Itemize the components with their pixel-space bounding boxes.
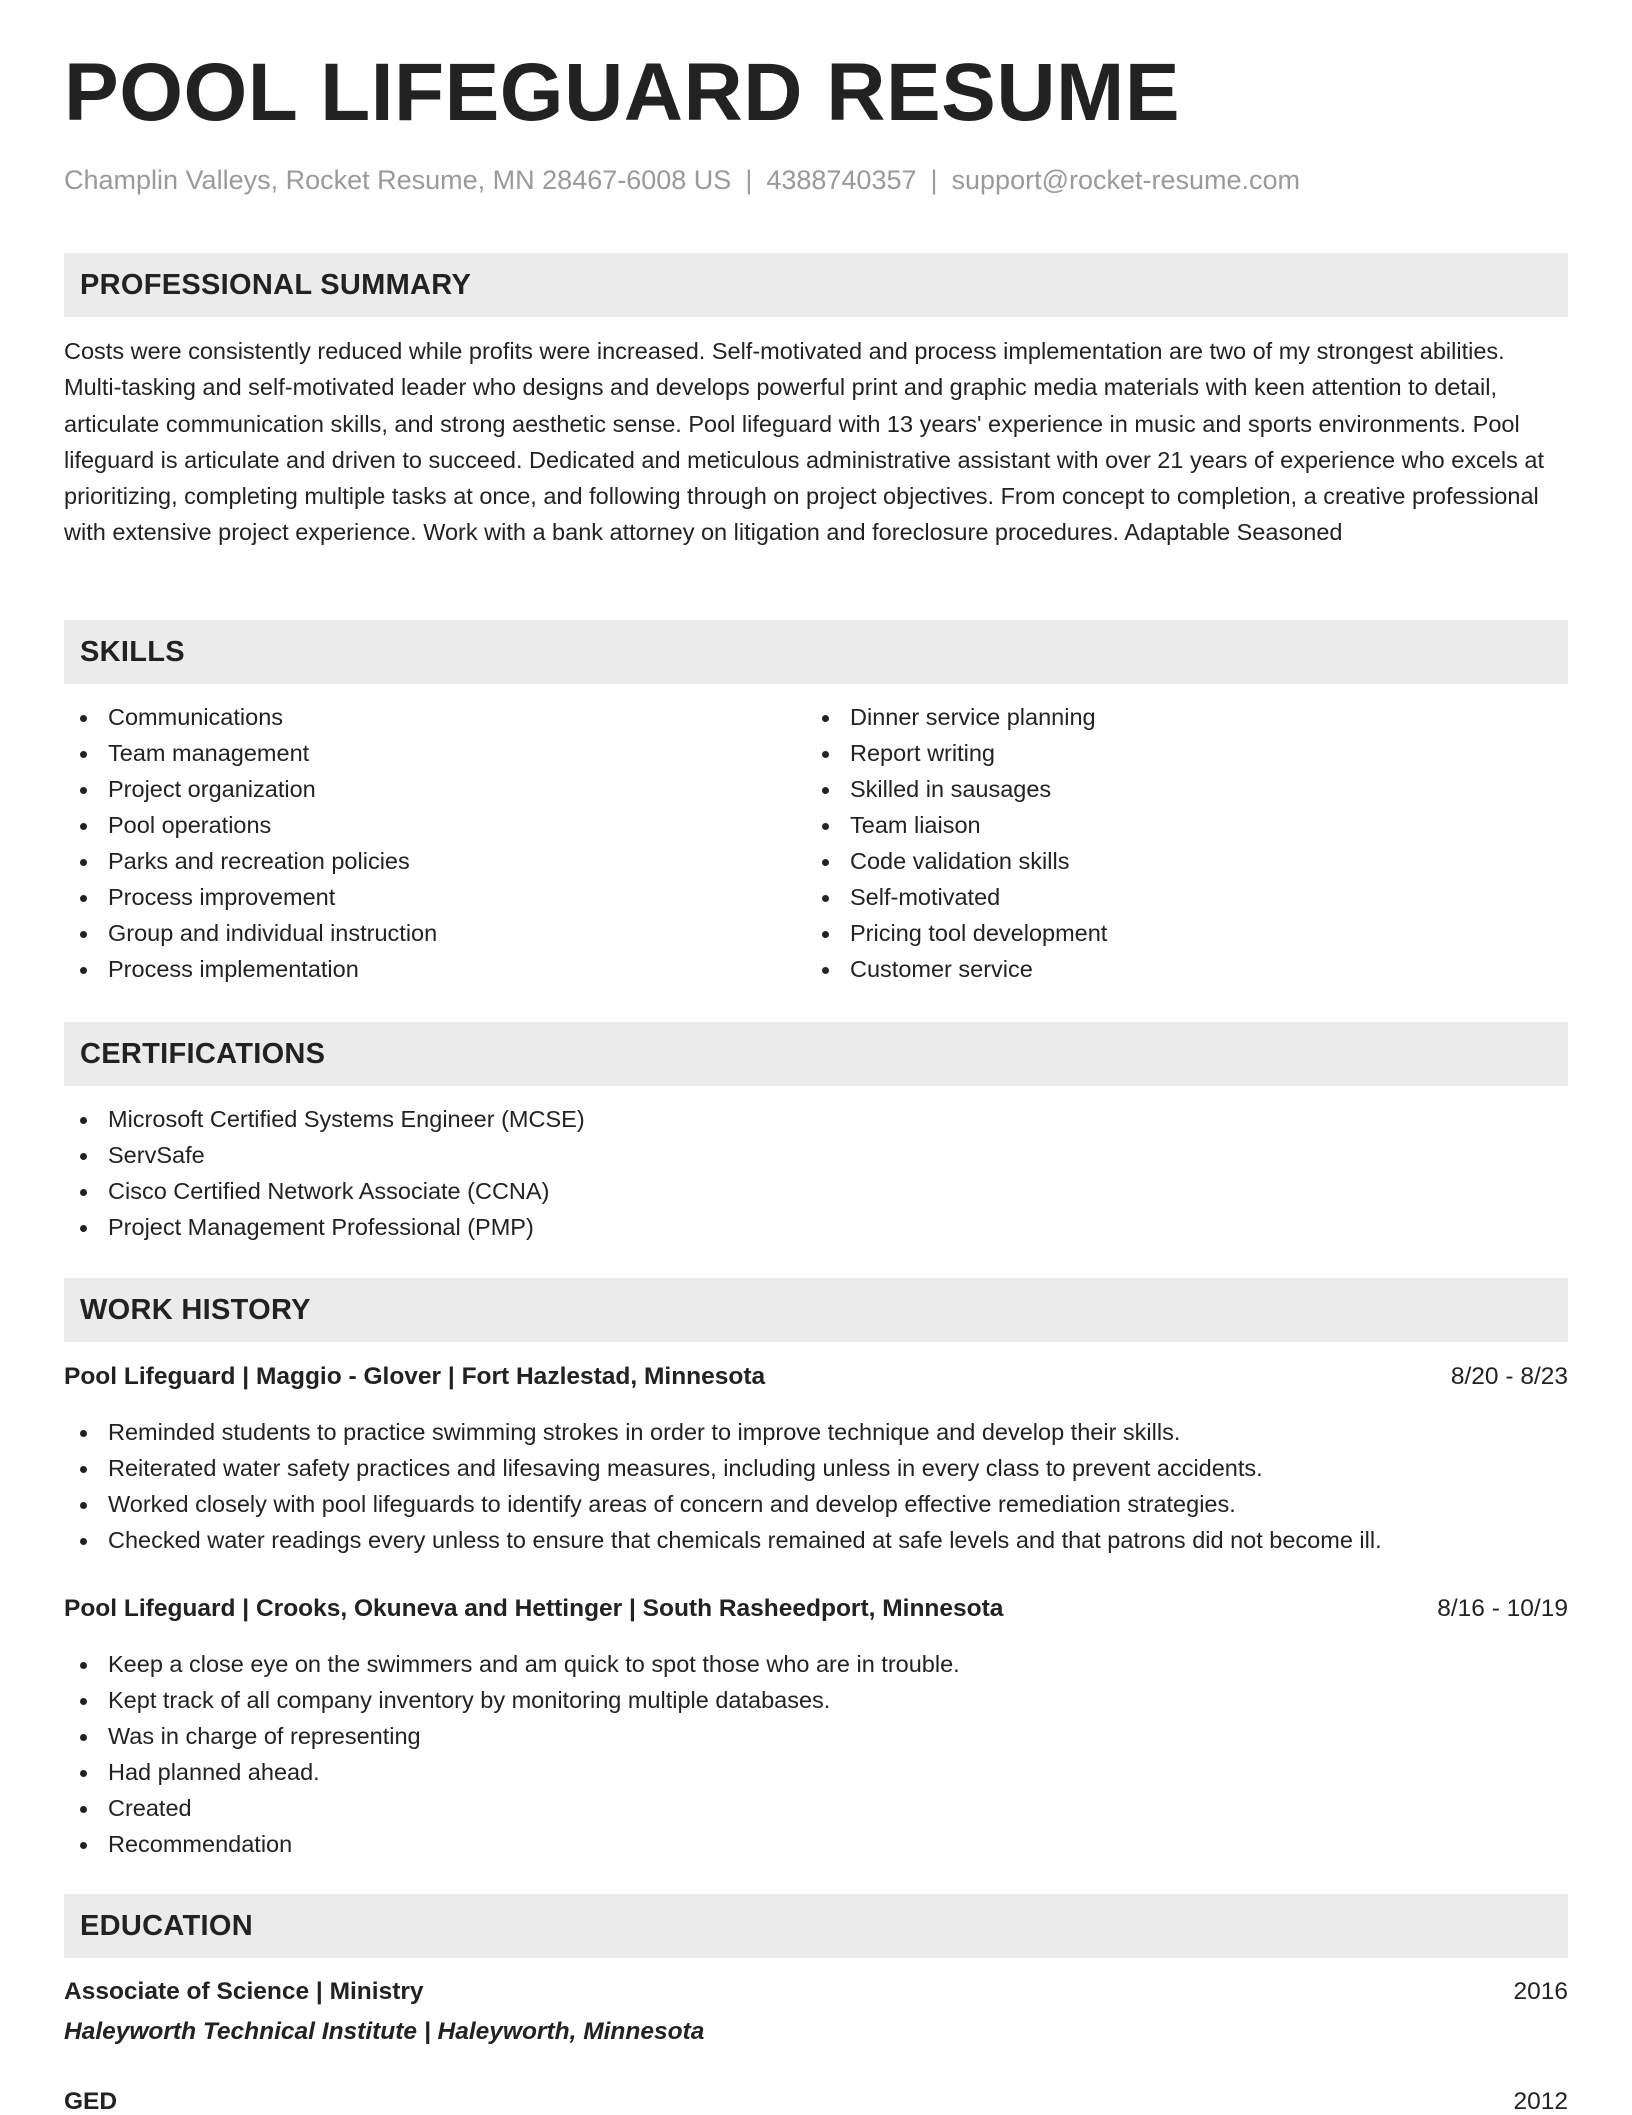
contact-address: Champlin Valleys, Rocket Resume, MN 28467-6008 US — [64, 165, 732, 195]
section-header-certifications: CERTIFICATIONS — [64, 1022, 1568, 1086]
education-year: 2012 — [1513, 2088, 1568, 2115]
certification-item: Cisco Certified Network Associate (CCNA) — [64, 1173, 1568, 1209]
skill-item: Project organization — [64, 771, 804, 807]
skill-item: Pricing tool development — [806, 915, 1546, 951]
job-bullet: Created — [64, 1790, 1568, 1826]
skill-item: Team management — [64, 735, 804, 771]
skill-item: Dinner service planning — [806, 699, 1546, 735]
skill-item: Communications — [64, 699, 804, 735]
skill-item: Process implementation — [64, 951, 804, 987]
education-school: Haleyworth Technical Institute | Haleyworth, Minnesota — [64, 2018, 705, 2045]
section-header-education: EDUCATION — [64, 1894, 1568, 1958]
section-header-summary: PROFESSIONAL SUMMARY — [64, 253, 1568, 317]
skill-item: Group and individual instruction — [64, 915, 804, 951]
education-year: 2016 — [1513, 1978, 1568, 2005]
skills-list-right — [806, 699, 1546, 987]
skill-item: Report writing — [806, 735, 1546, 771]
contact-separator: | — [930, 165, 938, 195]
skill-item: Self-motivated — [806, 879, 1546, 915]
certifications-list — [64, 1101, 1568, 1245]
job-bullet: Kept track of all company inventory by monitoring multiple databases. — [64, 1682, 1568, 1718]
skill-item: Team liaison — [806, 807, 1546, 843]
skills-list-left — [64, 699, 804, 987]
contact-separator: | — [745, 165, 753, 195]
section-header-work-history: WORK HISTORY — [64, 1278, 1568, 1342]
job-bullet: Keep a close eye on the swimmers and am quick to spot those who are in trouble. — [64, 1646, 1568, 1682]
certification-item: Project Management Professional (PMP) — [64, 1209, 1568, 1245]
skill-item: Parks and recreation policies — [64, 843, 804, 879]
skill-item: Code validation skills — [806, 843, 1546, 879]
contact-line — [64, 167, 1300, 194]
education-degree: GED — [64, 2088, 118, 2115]
job-bullet: Was in charge of representing — [64, 1718, 1568, 1754]
summary-text: Costs were consistently reduced while profits were increased. Self-motivated and process implementation are two of my strongest abilities. Multi-tasking and self-motivated leader who designs and develops powerful print and graphic media materials with keen attention to detail, articulate communication skills, and strong aesthetic sense. Pool lifeguard with 13 years' experience in music and sports environments. Pool lifeguard is articulate and driven to succeed. Dedicated and meticulous administrative assistant with over 21 years of experience who excels at prioritizing, completing multiple tasks at once, and following through on project objectives. From concept to completion, a creative professional with extensive project experience. Work with a bank attorney on litigation and foreclosure procedures. Adaptable Seasoned — [64, 338, 1544, 546]
contact-phone: 4388740357 — [766, 165, 917, 195]
job-bullet: Reminded students to practice swimming strokes in order to improve technique and develop their skills. — [64, 1414, 1568, 1450]
job-bullet: Checked water readings every unless to ensure that chemicals remained at safe levels and that patrons did not become ill. — [64, 1522, 1568, 1558]
job-dates: 8/20 - 8/23 — [1450, 1363, 1568, 1390]
resume-title: POOL LIFEGUARD RESUME — [64, 47, 1181, 138]
certification-item: ServSafe — [64, 1137, 1568, 1173]
job-dates: 8/16 - 10/19 — [1437, 1595, 1568, 1622]
job-bullets — [64, 1414, 1568, 1558]
skill-item: Pool operations — [64, 807, 804, 843]
job-title: Pool Lifeguard | Crooks, Okuneva and Hettinger | South Rasheedport, Minnesota — [64, 1595, 1004, 1622]
job-bullet: Recommendation — [64, 1826, 1568, 1862]
skill-item: Process improvement — [64, 879, 804, 915]
skill-item: Customer service — [806, 951, 1546, 987]
job-title: Pool Lifeguard | Maggio - Glover | Fort Hazlestad, Minnesota — [64, 1363, 766, 1390]
contact-email: support@rocket-resume.com — [951, 165, 1301, 195]
education-degree: Associate of Science | Ministry — [64, 1978, 424, 2005]
job-bullets — [64, 1646, 1568, 1862]
job-bullet: Worked closely with pool lifeguards to identify areas of concern and develop effective remediation strategies. — [64, 1486, 1568, 1522]
skill-item: Skilled in sausages — [806, 771, 1546, 807]
certification-item: Microsoft Certified Systems Engineer (MCSE) — [64, 1101, 1568, 1137]
section-header-skills: SKILLS — [64, 620, 1568, 684]
job-bullet: Reiterated water safety practices and lifesaving measures, including unless in every class to prevent accidents. — [64, 1450, 1568, 1486]
job-bullet: Had planned ahead. — [64, 1754, 1568, 1790]
